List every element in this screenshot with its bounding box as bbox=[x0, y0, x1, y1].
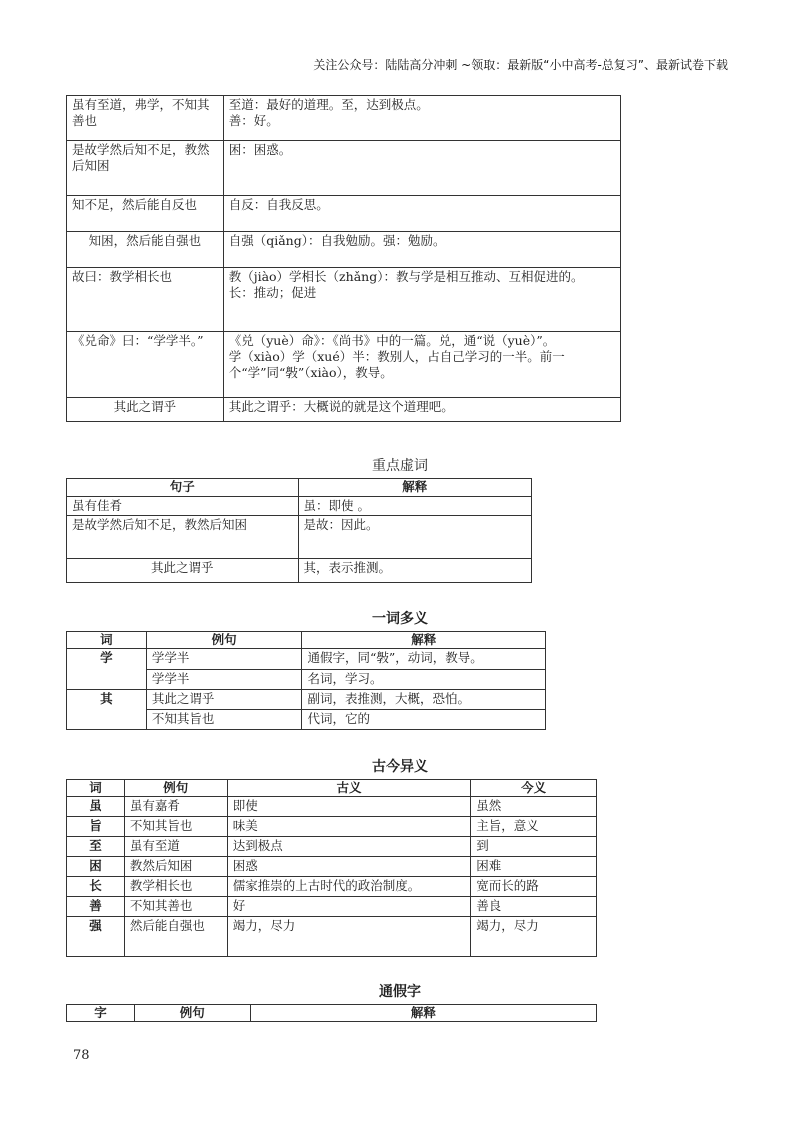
function-words-title: 重点虚词 bbox=[372, 458, 428, 474]
am-ancient: 好 bbox=[227, 897, 470, 917]
notes-explanation: 教（jiào）学相长（zhǎng）：教与学是相互推动、互相促进的。 长：推动；促进 bbox=[223, 268, 620, 332]
column-header: 词 bbox=[67, 780, 125, 797]
page-header: 关注公众号：陆陆高分冲刺 ~领取：最新版“小中高考-总复习”、最新试卷下载 bbox=[313, 58, 728, 72]
function-word-sentence: 是故学然后知不足，教然后知困 bbox=[67, 516, 299, 559]
am-example: 教学相长也 bbox=[124, 877, 227, 897]
notes-sentence: 知困，然后能自强也 bbox=[67, 232, 224, 268]
am-word: 困 bbox=[67, 857, 125, 877]
am-modern: 到 bbox=[471, 837, 597, 857]
polysemy-explanation: 代词，它的 bbox=[302, 710, 546, 730]
am-word: 长 bbox=[67, 877, 125, 897]
notes-sentence: 是故学然后知不足，教然后知困 bbox=[67, 141, 224, 196]
column-header: 例句 bbox=[134, 1005, 250, 1022]
polysemy-example: 学学半 bbox=[146, 670, 302, 690]
column-header: 句子 bbox=[67, 479, 299, 497]
polysemy-word: 学 bbox=[67, 649, 147, 690]
function-word-explanation: 是故：因此。 bbox=[298, 516, 532, 559]
notes-table bbox=[66, 95, 621, 422]
loan-chars-table bbox=[66, 1004, 597, 1022]
am-modern: 宽而长的路 bbox=[471, 877, 597, 897]
am-ancient: 困惑 bbox=[227, 857, 470, 877]
am-example: 不知其善也 bbox=[124, 897, 227, 917]
am-ancient: 味美 bbox=[227, 817, 470, 837]
column-header: 解释 bbox=[302, 632, 546, 649]
notes-sentence: 其此之谓乎 bbox=[67, 398, 224, 422]
notes-sentence: 故曰：教学相长也 bbox=[67, 268, 224, 332]
notes-explanation: 至道：最好的道理。至，达到极点。 善：好。 bbox=[223, 96, 620, 141]
polysemy-example: 学学半 bbox=[146, 649, 302, 670]
am-modern: 困难 bbox=[471, 857, 597, 877]
notes-explanation: 困：困惑。 bbox=[223, 141, 620, 196]
am-modern: 虽然 bbox=[471, 797, 597, 817]
column-header: 字 bbox=[67, 1005, 135, 1022]
am-example: 然后能自强也 bbox=[124, 917, 227, 957]
function-word-explanation: 其，表示推测。 bbox=[298, 559, 532, 583]
function-word-explanation: 虽：即使 。 bbox=[298, 497, 532, 516]
page-number: 78 bbox=[73, 1048, 90, 1063]
loan-chars-title: 通假字 bbox=[379, 984, 421, 1000]
column-header: 今义 bbox=[471, 780, 597, 797]
am-example: 不知其旨也 bbox=[124, 817, 227, 837]
polysemy-example: 不知其旨也 bbox=[146, 710, 302, 730]
am-ancient: 儒家推崇的上古时代的政治制度。 bbox=[227, 877, 470, 897]
function-word-sentence: 其此之谓乎 bbox=[67, 559, 299, 583]
column-header: 例句 bbox=[146, 632, 302, 649]
polysemy-table bbox=[66, 631, 546, 730]
column-header: 解释 bbox=[250, 1005, 596, 1022]
ancient-modern-title: 古今异义 bbox=[372, 759, 428, 775]
polysemy-example: 其此之谓乎 bbox=[146, 690, 302, 710]
column-header: 例句 bbox=[124, 780, 227, 797]
am-word: 至 bbox=[67, 837, 125, 857]
column-header: 解释 bbox=[298, 479, 532, 497]
notes-sentence: 知不足，然后能自反也 bbox=[67, 196, 224, 232]
column-header: 词 bbox=[67, 632, 147, 649]
notes-sentence: 虽有至道，弗学，不知其善也 bbox=[67, 96, 224, 141]
am-word: 旨 bbox=[67, 817, 125, 837]
am-word: 强 bbox=[67, 917, 125, 957]
am-modern: 竭力，尽力 bbox=[471, 917, 597, 957]
am-modern: 善良 bbox=[471, 897, 597, 917]
notes-explanation: 自强（qiǎng）：自我勉励。强：勉励。 bbox=[223, 232, 620, 268]
ancient-modern-table bbox=[66, 779, 597, 957]
function-words-table bbox=[66, 478, 532, 583]
polysemy-explanation: 名词，学习。 bbox=[302, 670, 546, 690]
polysemy-word: 其 bbox=[67, 690, 147, 730]
am-modern: 主旨，意义 bbox=[471, 817, 597, 837]
notes-sentence: 《兑命》曰：“学学半。” bbox=[67, 332, 224, 398]
am-word: 善 bbox=[67, 897, 125, 917]
am-ancient: 达到极点 bbox=[227, 837, 470, 857]
am-ancient: 即使 bbox=[227, 797, 470, 817]
notes-explanation: 自反：自我反思。 bbox=[223, 196, 620, 232]
function-word-sentence: 虽有佳肴 bbox=[67, 497, 299, 516]
column-header: 古义 bbox=[227, 780, 470, 797]
am-example: 虽有嘉肴 bbox=[124, 797, 227, 817]
polysemy-explanation: 通假字，同“斅”，动词，教导。 bbox=[302, 649, 546, 670]
polysemy-explanation: 副词，表推测，大概，恐怕。 bbox=[302, 690, 546, 710]
notes-explanation: 其此之谓乎：大概说的就是这个道理吧。 bbox=[223, 398, 620, 422]
am-ancient: 竭力，尽力 bbox=[227, 917, 470, 957]
am-example: 虽有至道 bbox=[124, 837, 227, 857]
polysemy-title: 一词多义 bbox=[372, 611, 428, 627]
am-word: 虽 bbox=[67, 797, 125, 817]
notes-explanation: 《兑（yuè）命》：《尚书》中的一篇。兑，通“说（yuè）”。 学（xiào）学（xué）半：教别人，占自己学习的一半。前一个“学”同“斅”（xiào），教导。 bbox=[223, 332, 620, 398]
am-example: 教然后知困 bbox=[124, 857, 227, 877]
